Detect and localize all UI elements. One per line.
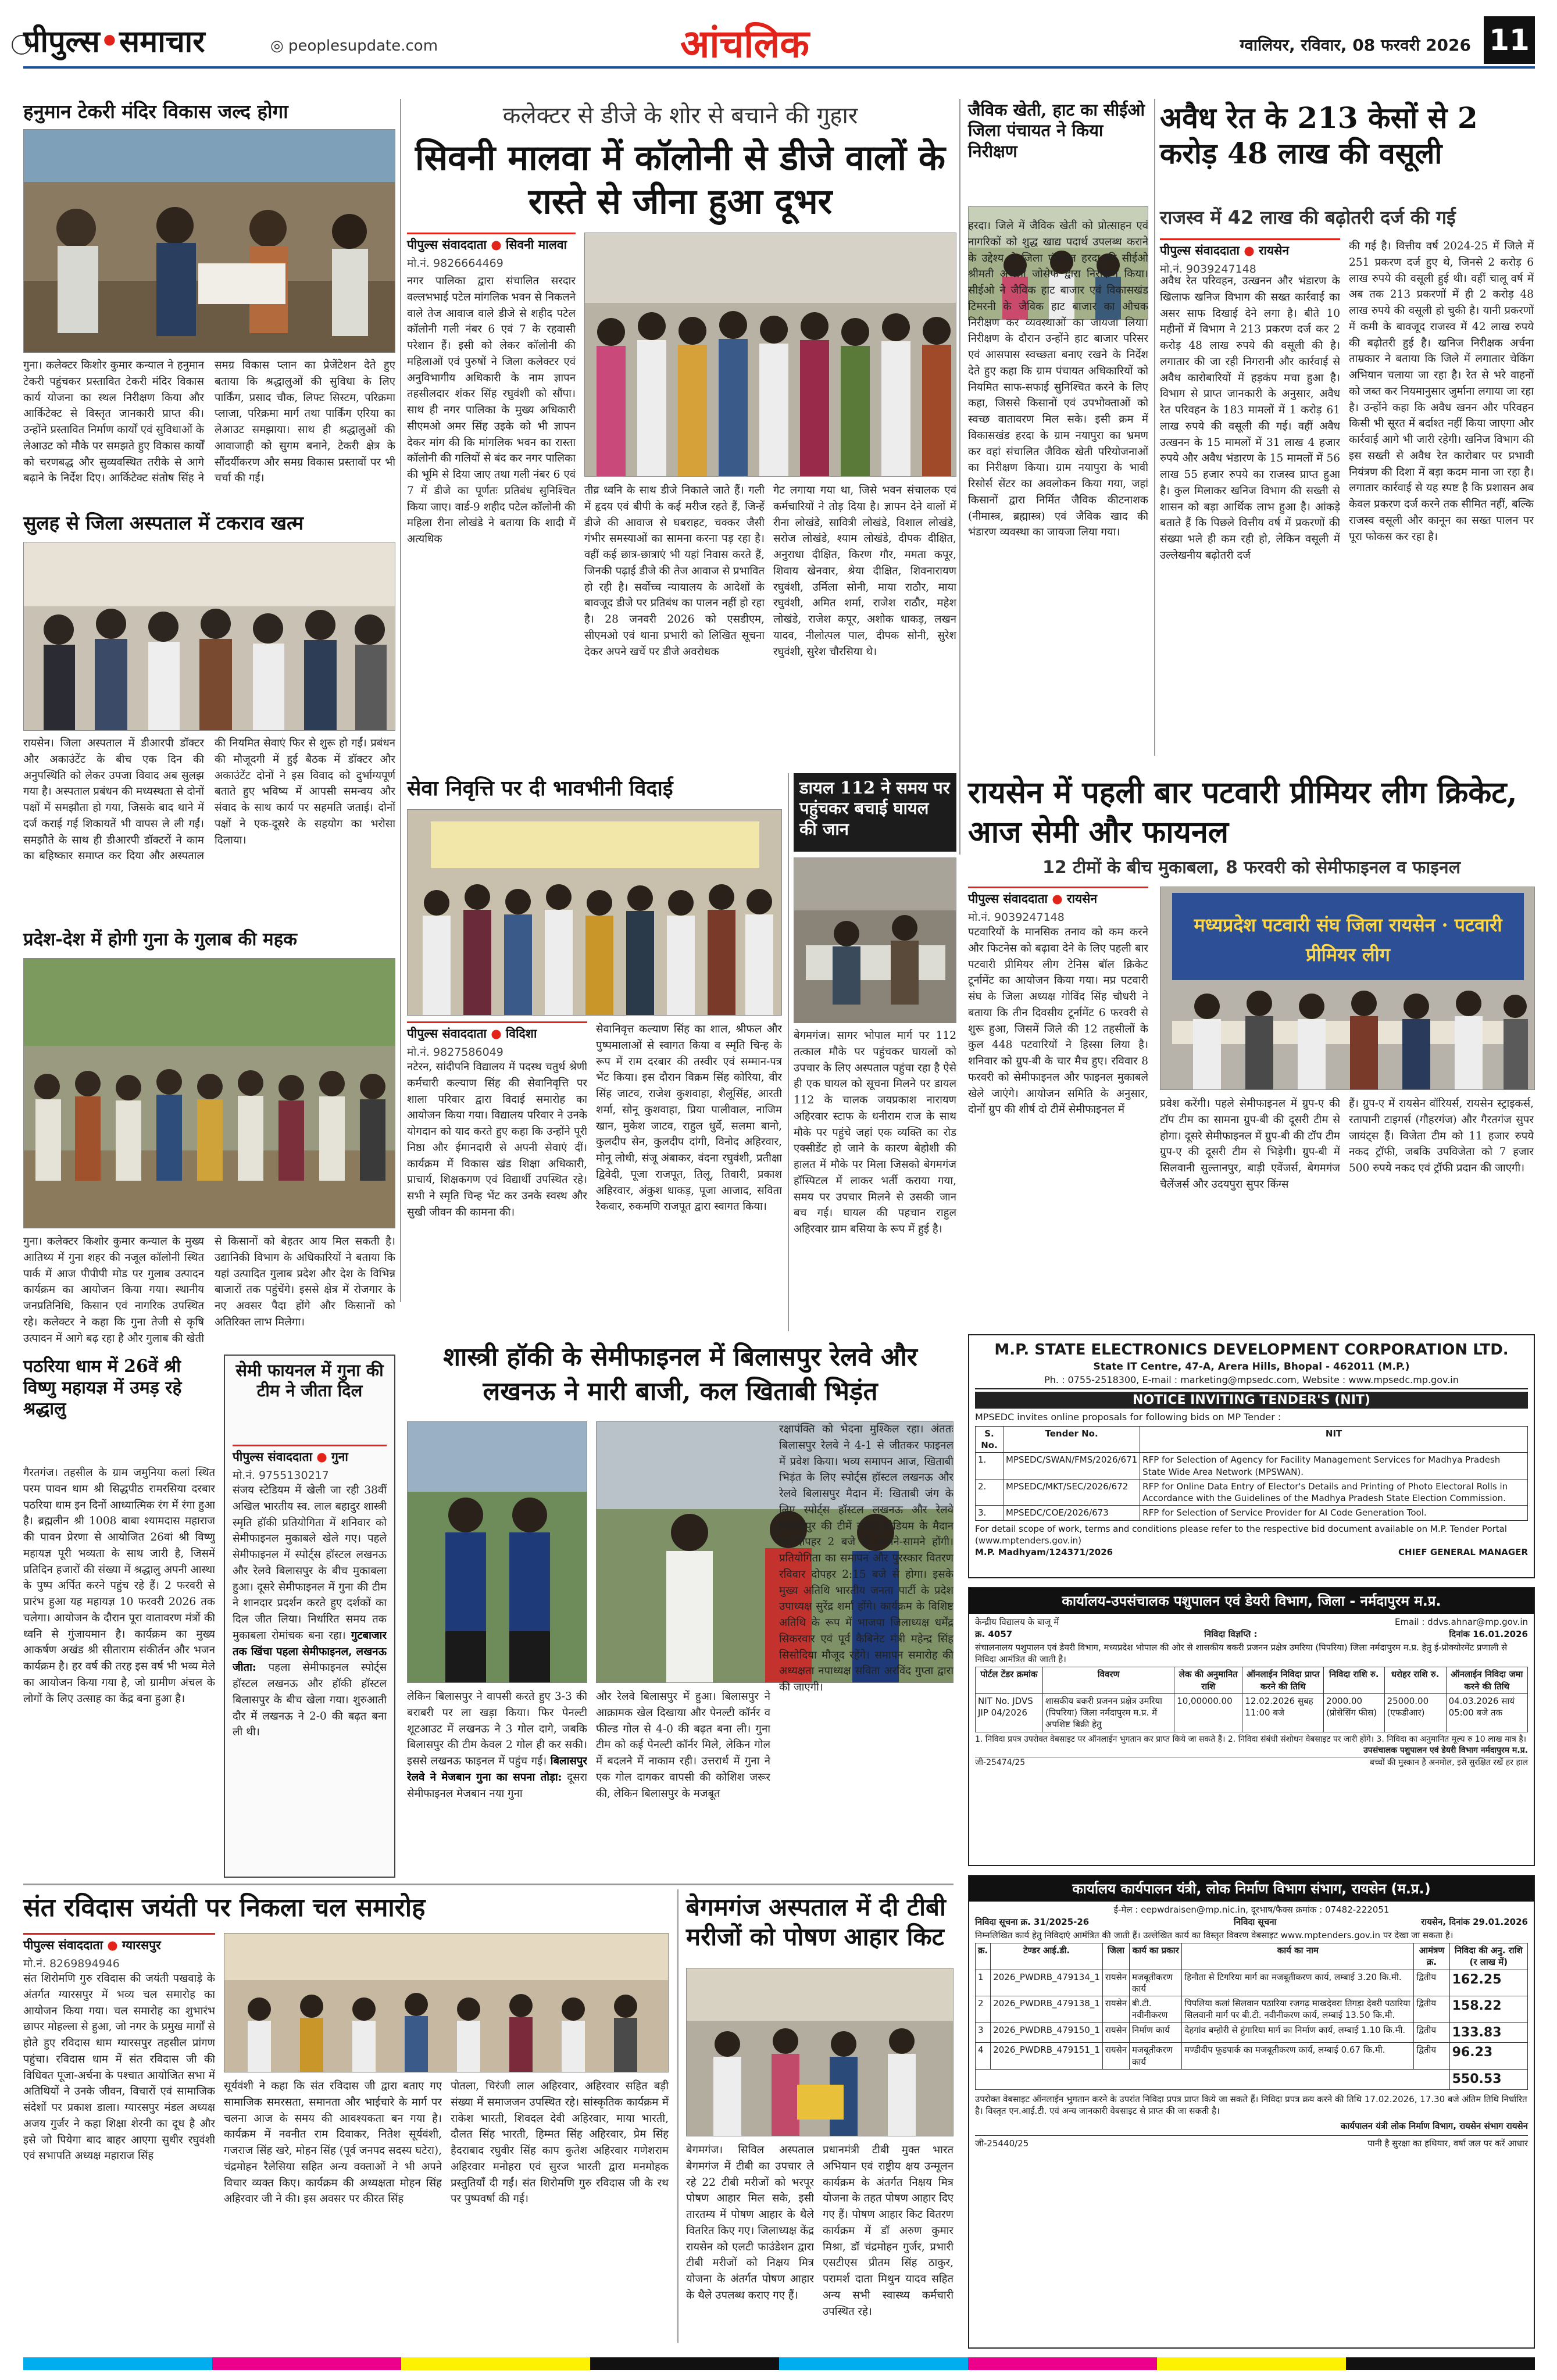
article-body: संजय स्टेडियम में खेली जा रही 38वीं अखिल भारतीय स्व. लाल बहादुर शास्त्री स्मृति हॉकी प्रतियोगिता में शनिवार को सेमीफाइनल मुकाबले खेले गए। पहले सेमीफाइनल में स्पोर्ट्स हॉस्टल लखनऊ और रेलवे बिलासपुर के बीच मुकाबला हुआ। दूसरे सेमीफाइनल में गुना की टीम ने शानदार प्रदर्शन करते हुए दर्शकों का दिल जीत लिया। निर्धारित समय तक मुकाबला रोमांचक बना रहा। गुटबाजार तक खिंचा पहला सेमीफाइनल, लखनऊ जीता: पहला सेमीफाइनल स्पोर्ट्स हॉस्टल लखनऊ और हॉकी हॉस्टल बिलासपुर के बीच खेला गया। शुरुआती दौर में लखनऊ ने 2-0 की बढ़त बना ली थी। xyxy=(233,1484,387,1739)
article-body: हैं। ग्रुप-ए में रायसेन वॉरियर्स, रायसेन स्ट्राइकर्स, रतापानी टाइगर्स (गौहरगंज) और गैरतगंज सुपर जायंट्स हैं। विजेता टीम को 11 हजार रुपये नकद ट्रॉफी, जबकि उपविजेता को 7 हजार 500 रुपये नकद एवं ट्रॉफी प्रदान की जाएगी। xyxy=(1349,1098,1534,1174)
headline: प्रदेश-देश में होगी गुना के गुलाब की महक xyxy=(23,929,297,950)
article-body: लेकिन बिलासपुर ने वापसी करते हुए 3-3 की बराबरी पर ला खड़ा किया। फिर पेनल्टी शूटआउट में लखनऊ ने 3 गोल दागे, जबकि बिलासपुर की टीम केवल 2 गोल ही कर सकी। इससे लखनऊ फाइनल में पहुंच गई। बिलासपुर रेलवे ने मेजबान गुना का सपना तोड़ा: दूसरा सेमीफाइनल मेजबान नया गुना xyxy=(407,1691,587,1800)
byline: पीपुल्स संवाददाता ● सिवनी मालवा मो.नं. 9826664469 xyxy=(407,233,576,270)
tender-advertisement: M.P. STATE ELECTRONICS DEVELOPMENT CORPORATION LTD. State IT Centre, 47-A, Arera Hills, Bhopal - 462011 (M.P.) Ph. : 0755-2518300, E-mail : marketing@mpsedc.com, Website : www.mpsedc.mp.gov.in NOTICE INVITING TENDER'S (NIT) MPSEDC invites online proposals for following bids on MP Tender : S. No. Tender No. NIT 1. MPSEDC/SWAN/FMS/2026/671 RFP for Selection of Agency for Facility Management Services for Madhya Pradesh State Wide Area Network (MPSWAN). 2. MPSEDC/MKT/SEC/2026/672 RFP for Online Data Entry of Elector's Details and Printing of Photo Electoral Rolls in Accordance with the Guidelines of the Madhya Pradesh State Election Commission. 3. MPSEDC/COE/2026/673 RFP for Selection of Service Provider for AI Code Generation Tool. For detail scope of work, terms and conditions please refer to the respective bid document available on M.P. Tender Portal (www.mptenders.gov.in) M.P. Madhyam/124371/2026 CHIEF GENERAL MANAGER xyxy=(968,1334,1535,1578)
tender-advertisement: कार्यालय कार्यपालन यंत्री, लोक निर्माण विभाग संभाग, रायसेन (म.प्र.) ई-मेल : eepwdraisen@mp.nic.in, दूरभाष/फैक्स क्रमांक : 07482-222051 निविदा सूचना क्र. 31/2025-26 निविदा सूचना रायसेन, दिनांक 29.01.2026 निम्नलिखित कार्य हेतु निविदाएं आमंत्रित की जाती हैं। उल्लेखित कार्य का विस्तृत विवरण वेबसाइट www.mptenders.gov.in पर देखा जा सकता है। क्र. टेण्डर आई.डी. जिला कार्य का प्रकार कार्य का नाम आमंत्रण क्र. निविदा की अनु. राशि (र लाख में) 1 2026_PWDRB_479134_1 रायसेन मजबूतीकरण कार्य हिनौता से टिगरिया मार्ग का मजबूतीकरण कार्य, लम्बाई 3.20 कि.मी. द्वितीय 162.25 2 2026_PWDRB_479138_1 रायसेन बी.टी. नवीनीकरण पिपलिया कलां सिलवान पठारिया रजगढ़ माखदेवरा तिगड़ा देवरी पठारिया सिलवानी मार्ग पर बी.टी. नवीनीकरण कार्य, लम्बाई 13.50 कि.मी. द्वितीय 158.22 3 2026_PWDRB_479150_1 रायसेन निर्माण कार्य देहगांव बम्होरी से हुंगारिया मार्ग का निर्माण कार्य, लम्बाई 1.10 कि.मी. द्वितीय 133.83 4 2026_PWDRB_479151_1 रायसेन मजबूतीकरण कार्य मण्डीदीप फूडपार्क का मजबूतीकरण कार्य, लम्बाई 0.67 कि.मी. द्वितीय 96.23 550.53 उपरोक्त वेबसाइट ऑनलाईन भुगतान करने के उपरांत निविदा प्रपत्र प्राप्त किये जा सकते हैं। निविदा प्रपत्र क्रय करने की तिथि 17.02.2026, 17.30 बजे अंतिम तिथि निर्धारित है। विस्तृत एन.आई.टी. एवं अन्य जानकारी वेबसाइट से प्राप्त की जा सकती है। कार्यपालन यंत्री लोक निर्माण विभाग, रायसेन संभाग रायसेन जी-25440/25 पानी है सुरक्षा का हथियार, वर्षा जल पर करें आधार xyxy=(968,1875,1535,2349)
article-body: बेगमगंज। सागर भोपाल मार्ग पर 112 तत्काल मौके पर पहुंचकर घायलों को उपचार के लिए अस्पताल पहुंचा रहा है ऐसे ही एक घायल को सूचना मिलने पर डायल 112 के चालक जयप्रकाश नारायण अहिरवार स्टाफ के धनीराम राज के साथ मौके पर पहुंचे जहां एक व्यक्ति का रोड एक्सीडेंट हो जाने के कारण बेहोशी की हालत में मौके पर मिला जिसको बेगमगंज हॉस्पिटल में लाकर भर्ती कराया गया, समय पर उपचार मिलने से उसकी जान बच गई। घायल की पहचान राहुल अहिरवार ग्राम बसिया के रूप में हुई है। xyxy=(794,1030,956,1235)
news-photo xyxy=(23,129,395,353)
edition-date: ग्वालियर, रविवार, 08 फरवरी 2026 xyxy=(1240,35,1471,55)
headline: सेमी फायनल में गुना की टीम ने जीता दिल xyxy=(235,1360,384,1401)
website-url[interactable]: ◎ peoplesupdate.com xyxy=(270,37,438,55)
article-body: गुना। कलेक्टर किशोर कुमार कन्याल के मुख्य आतिथ्य में गुना शहर की नजूल कॉलोनी स्थित पार्क में आज पीपीपी मोड पर गुलाब उत्पादन कार्यक्रम का आयोजन किया गया। स्थानीय जनप्रतिनिधि, किसान एवं नागरिक उपस्थित रहे। कलेक्टर ने कहा कि गुना तेजी से कृषि उत्पादन में आगे बढ़ रहा है और गुलाब की खेती से किसानों को बेहतर आय मिल सकती है। उद्यानिकी विभाग के अधिकारियों ने बताया कि यहां उत्पादित गुलाब प्रदेश और देश के विभिन्न बाजारों तक पहुंचेंगे। इससे क्षेत्र में रोजगार के नए अवसर पैदा होंगे और किसानों को अतिरिक्त लाभ मिलेगा। xyxy=(23,1235,395,1345)
tender-table: पोर्टल टेंडर क्रमांक विवरण लेक की अनुमानित राशि ऑनलाईन निविदा प्राप्त करने की तिथि निविदा राशि रु. धरोहर राशि रु. ऑनलाईन निविदा जमा करने की तिथि NIT No. JDVS JIP 04/2026 शासकीय बकरी प्रजनन प्रक्षेत्र उमरिया (पिपरिया) जिला नर्मदापुरम म.प्र. में अपशिष्ट बिक्री हेतु 10,00000.00 12.02.2026 सुबह 11:00 बजे 2000.00 (प्रोसेसिंग फीस) 25000.00 (एफडीआर) 04.03.2026 सायं 05:00 बजे तक xyxy=(975,1667,1528,1732)
byline: पीपुल्स संवाददाता ● ग्यारसपुर मो.नं. 8269894946 xyxy=(23,1933,215,1971)
news-photo xyxy=(407,1421,587,1683)
news-photo xyxy=(23,958,395,1228)
byline: पीपुल्स संवाददाता ● रायसेन मो.नं. 9039247148 xyxy=(968,887,1148,924)
article-body: पटवारियों के मानसिक तनाव को कम करने और फिटनेस को बढ़ावा देने के लिए पहली बार पटवारी प्रीमियर लीग टेनिस बॉल क्रिकेट टूर्नामेंट का आयोजन किया गया। मप्र पटवारी संघ के जिला अध्यक्ष गोविंद सिंह चौधरी ने बताया कि तीन दिवसीय टूर्नामेंट 6 फरवरी से शुरू हुआ, जिसमें जिले की 12 तहसीलों के कुल 448 पटवारियों ने हिस्सा लिया है। शनिवार को ग्रुप-बी के चार मैच हुए। रविवार 8 फरवरी को सेमीफाइनल और फाइनल मुकाबले खेले जाएंगे। आयोजन समिति के अनुसार, दोनों ग्रुप की शीर्ष दो टीमें सेमीफाइनल में xyxy=(968,926,1148,1116)
headline: डायल 112 ने समय पर पहुंचकर बचाई घायल की जान xyxy=(799,778,950,839)
newspaper-logo: पीपुल्स•समाचार xyxy=(23,24,205,59)
page-number: 11 xyxy=(1484,16,1535,64)
news-photo xyxy=(794,857,956,1023)
headline: अवैध रेत के 213 केसों से 2 करोड़ 48 लाख की वसूली xyxy=(1160,101,1478,170)
headline: जैविक खेती, हाट का सीईओ जिला पंचायत ने किया निरीक्षण xyxy=(968,100,1145,161)
article-body: बेगमगंज। सिविल अस्पताल बेगमगंज में टीबी का उपचार ले रहे 22 टीबी मरीजों को भरपूर पोषण आहार मिल सके, इसी तारतम्य में पोषण आहार के थैले वितरित किए गए। जिलाध्यक्ष केंद्र रायसेन को एलटी फाउंडेशन द्वारा टीबी मरीजों को निक्षय मित्र योजना के अंतर्गत पोषण आहार के थैले उपलब्ध कराए गए हैं। xyxy=(686,2144,814,2302)
news-photo xyxy=(23,542,395,731)
article-body: गुना। कलेक्टर किशोर कुमार कन्याल ने हनुमान टेकरी पहुंचकर प्रस्तावित टेकरी मंदिर विकास कार्य योजना का स्थल निरीक्षण किया और आर्किटेक्ट से विस्तृत जानकारी प्राप्त की। उन्होंने प्रस्तावित निर्माण कार्यों एवं सुविधाओं के लेआउट को मौके पर समझते हुए विकास कार्यों को चरणबद्ध और सुव्यवस्थित तरीके से आगे बढ़ाने के निर्देश दिए। आर्किटेक्ट संतोष सिंह ने समग्र विकास प्लान का प्रेजेंटेशन देते हुए बताया कि श्रद्धालुओं की सुविधा के लिए पार्किंग, प्रसाद चौक, लिफ्ट सिस्टम, परिक्रमा प्लाजा, परिक्रमा मार्ग तथा पार्किंग एरिया का लेआउट समझाया। साथ ही श्रद्धालुओं की आवाजाही को सुगम बनाने, टेकरी क्षेत्र के सौंदर्यीकरण और समग्र विकास प्रस्तावों पर भी चर्चा की गई। xyxy=(23,359,395,485)
subheadline: राजस्व में 42 लाख की बढ़ोतरी दर्ज की गई xyxy=(1160,206,1456,228)
headline: संत रविदास जयंती पर निकला चल समारोह xyxy=(23,1893,426,1922)
byline: पीपुल्स संवाददाता ● रायसेन मो.नं. 9039247148 xyxy=(1160,238,1340,276)
article-body: नटेरन, सांदीपनि विद्यालय में पदस्थ चतुर्थ श्रेणी कर्मचारी कल्याण सिंह की सेवानिवृत्ति पर शाला परिवार द्वारा विदाई समारोह का आयोजन किया गया। विद्यालय परिवार ने उनके योगदान को याद करते हुए कहा कि उन्होंने पूरी निष्ठा और ईमानदारी से अपनी सेवाएं दीं। कार्यक्रम में विकास खंड शिक्षा अधिकारी, प्राचार्य, शिक्षकगण एवं विद्यार्थी उपस्थित रहे। सभी ने स्मृति चिन्ह भेंट कर उनके स्वस्थ और सुखी जीवन की कामना की। xyxy=(407,1061,587,1218)
byline: पीपुल्स संवाददाता ● गुना मो.नं. 9755130217 xyxy=(233,1445,387,1482)
news-photo xyxy=(584,233,956,477)
news-photo xyxy=(407,809,782,1016)
article-body: हरदा। जिले में जैविक खेती को प्रोत्साहन एवं नागरिकों को शुद्ध खाद्य पदार्थ उपलब्ध कराने के उद्देश्य से जिला पंचायत हरदा की सीईओ श्रीमती अंजली जोसेफ द्वारा निरीक्षण किया। सीईओ ने जैविक हाट बाजार एवं विकासखंड टिमरनी के जैविक हाट बाजार का औचक निरीक्षण कर व्यवस्थाओं का जायजा लिया। निरीक्षण के दौरान उन्होंने हाट बाजार परिसर एवं आसपास स्वच्छता बनाए रखने के निर्देश देते हुए कहा कि ग्राम पंचायत अधिकारियों को नियमित साफ-सफाई सुनिश्चित करने के लिए कहा, जिससे किसानों एवं उपभोक्ताओं को स्वच्छ वातावरण मिल सके। इसी क्रम में विकासखंड हरदा के ग्राम नयापुरा का भ्रमण कर वहां संचालित जैविक खेती परियोजनाओं का निरीक्षण किया। ग्राम नयापुरा के भावी रिसोर्स सेंटर का अवलोकन किया गया, जहां किसानों द्वारा निर्मित जैविक कीटनाशक (नीमास्त्र, ब्रह्मास्त्र) एवं जैविक खाद की भंडारण व्यवस्था का जायजा लिया गया। xyxy=(968,220,1148,539)
article-body: रायसेन। जिला अस्पताल में डीआरपी डॉक्टर और अकाउंटेंट के बीच एक दिन की अनुपस्थिति को लेकर उपजा विवाद अब सुलझ गया है। अस्पताल प्रबंधन की मध्यस्थता से दोनों पक्षों में समझौता हो गया, जिसके बाद थाने में दर्ज कराई गई शिकायतें भी वापस ले ली गईं। समझौते के साथ ही डीआरपी डॉक्टरों ने काम का बहिष्कार समाप्त कर दिया और अस्पताल की नियमित सेवाएं फिर से शुरू हो गईं। प्रबंधन की मौजूदगी में हुई बैठक में डॉक्टर और अकाउंटेंट दोनों ने इस विवाद को दुर्भाग्यपूर्ण बताते हुए भविष्य में आपसी समन्वय और संवाद के साथ कार्य पर सहमति जताई। दोनों पक्षों ने एक-दूसरे के सहयोग का भरोसा दिलाया। xyxy=(23,737,395,863)
headline: पठरिया धाम में 26वें श्री विष्णु महायज्ञ में उमड़ रहे श्रद्धालु xyxy=(23,1356,182,1420)
article-body: गेट लगाया गया था, जिसे भवन संचालक एवं कर्मचारियों ने तोड़ दिया है। ज्ञापन देने वालों में रीना लोखंडे, सावित्री लोखंडे, विशाल लोखंडे, सरोज लोखंडे, श्याम लोखंडे, दीपक दीक्षित, अनुराधा दीक्षित, किरण गौर, ममता कपूर, शिवाय खेनवार, श्रेया दीक्षित, शिवनारायण रघुवंशी, उर्मिला सोनी, माया राठौर, माया रघुवंशी, अमित शर्मा, राजेश राठौर, महेश लोखंडे, राजेश कपूर, अशोक धाकड़, लखन यादव, नीलोत्पल पाल, दीपक सोनी, सुरेश रघुवंशी, सुरेश चौरसिया थे। xyxy=(773,484,956,658)
headline: बेगमगंज अस्पताल में दी टीबी मरीजों को पोषण आहार किट xyxy=(686,1893,946,1952)
headline: हनुमान टेकरी मंदिर विकास जल्द होगा xyxy=(23,100,288,123)
tender-table: क्र. टेण्डर आई.डी. जिला कार्य का प्रकार कार्य का नाम आमंत्रण क्र. निविदा की अनु. राशि (र लाख में) 1 2026_PWDRB_479134_1 रायसेन मजबूतीकरण कार्य हिनौता से टिगरिया मार्ग का मजबूतीकरण कार्य, लम्बाई 3.20 कि.मी. द्वितीय 162.25 2 2026_PWDRB_479138_1 रायसेन बी.टी. नवीनीकरण पिपलिया कलां सिलवान पठारिया रजगढ़ माखदेवरा तिगड़ा देवरी पठारिया सिलवानी मार्ग पर बी.टी. नवीनीकरण कार्य, लम्बाई 13.50 कि.मी. द्वितीय 158.22 3 2026_PWDRB_479150_1 रायसेन निर्माण कार्य देहगांव बम्होरी से हुंगारिया मार्ग का निर्माण कार्य, लम्बाई 1.10 कि.मी. द्वितीय 133.83 4 2026_PWDRB_479151_1 रायसेन मजबूतीकरण कार्य मण्डीदीप फूडपार्क का मजबूतीकरण कार्य, लम्बाई 0.67 कि.मी. द्वितीय 96.23 550.53 xyxy=(975,1943,1528,2089)
article-body: की गई है। वित्तीय वर्ष 2024-25 में जिले में 251 प्रकरण दर्ज हुए थे, जिनसे 2 करोड़ 6 लाख रुपये की वसूली हुई थी। वहीं चालू वर्ष में अब तक 213 प्रकरणों में ही 2 करोड़ 48 लाख रुपये की वसूली हो चुकी है। यानी प्रकरणों में कमी के बावजूद राजस्व में 42 लाख रुपये की बढ़ोतरी हुई है। खनिज निरीक्षक अर्चना ताम्रकार ने बताया कि जिले में लगातार चेकिंग अभियान चलाया जा रहा है। रेत से भरे वाहनों को जब्त कर नियमानुसार जुर्माना लगाया जा रहा है। उन्होंने कहा कि अवैध खनन और परिवहन किसी भी सूरत में बर्दाश्त नहीं किया जाएगा और कार्रवाई आगे भी जारी रहेगी। खनिज विभाग की इस सख्ती से अवैध रेत कारोबार पर प्रभावी नियंत्रण की दिशा में बड़ा कदम माना जा रहा है। लगातार कार्रवाई से यह स्पष्ट है कि प्रशासन अब केवल प्रकरण दर्ज करने तक सीमित नहीं, बल्कि राजस्व वसूली और कानून का सख्त पालन पर पूरा फोकस कर रहा है। xyxy=(1349,240,1534,543)
article-body: संत शिरोमणि गुरु रविदास की जयंती पखवाड़े के अंतर्गत ग्यारसपुर में भव्य चल समारोह का आयोजन किया गया। चल समारोह का शुभारंभ छापर मोहल्ला से हुआ, जो नगर के प्रमुख मार्गों से होते हुए रविदास धाम ग्यारसपुर तहसील प्रांगण पहुंचा। रविदास धाम में संत रविदास जी की विधिवत पूजा-अर्चना के पश्चात आयोजित सभा में अतिथियों ने उनके जीवन, विचारों एवं सामाजिक संदेशों पर प्रकाश डाला। ग्यारसपुर मंडल अध्यक्ष अजय गुर्जर ने कहा शिक्षा शेरनी का दूध है और इसे जो पियेगा बाद बाहर आएगा सुधीर रघुवंशी एवं सभापति अध्यक्ष महाराज सिंह xyxy=(23,1972,215,2163)
masthead xyxy=(23,16,1535,69)
article-body: प्रवेश करेंगी। पहले सेमीफाइनल में ग्रुप-ए की टॉप टीम का सामना ग्रुप-बी की दूसरी टीम से होगा। दूसरे सेमीफाइनल में ग्रुप-बी की टॉप टीम ग्रुप-ए की दूसरी टीम से भिड़ेगी। ग्रुप-बी में सिलवानी सुल्तानपुर, बाड़ी एवेंजर्स, बेगमगंज चैलेंजर्स और उदयपुरा सुपर किंग्स xyxy=(1160,1098,1340,1191)
tender-advertisement: कार्यालय-उपसंचालक पशुपालन एवं डेयरी विभाग, जिला - नर्मदापुरम म.प्र. केन्द्रीय विद्यालय के बाजू में Email : ddvs.ahnar@mp.gov.in क्र. 4057 निविदा विज्ञप्ति : दिनांक 16.01.2026 संचालनालय पशुपालन एवं डेयरी विभाग, मध्यप्रदेश भोपाल की ओर से शासकीय बकरी प्रजनन प्रक्षेत्र उमरिया (पिपरिया) जिला नर्मदापुरम म.प्र. हेतु ई-प्रोक्योरमेंट प्रणाली से निविदा आमंत्रित की जाती है। पोर्टल टेंडर क्रमांक विवरण लेक की अनुमानित राशि ऑनलाईन निविदा प्राप्त करने की तिथि निविदा राशि रु. धरोहर राशि रु. ऑनलाईन निविदा जमा करने की तिथि NIT No. JDVS JIP 04/2026 शासकीय बकरी प्रजनन प्रक्षेत्र उमरिया (पिपरिया) जिला नर्मदापुरम म.प्र. में अपशिष्ट बिक्री हेतु 10,00000.00 12.02.2026 सुबह 11:00 बजे 2000.00 (प्रोसेसिंग फीस) 25000.00 (एफडीआर) 04.03.2026 सायं 05:00 बजे तक 1. निविदा प्रपत्र उपरोक्त वेबसाइट पर ऑनलाईन भुगतान कर प्राप्त किये जा सकते हैं। 2. निविदा संबंधी संशोधन वेबसाइट पर जारी होंगे। 3. निविदा का अनुमानित मूल्य रु 10 लाख मात्र है। उपसंचालक पशुपालन एवं डेयरी विभाग नर्मदापुरम म.प्र. जी-25474/25 बच्चों की मुस्कान है अनमोल, इसे सुरक्षित रखें हर हाल xyxy=(968,1587,1535,1866)
article-body: सूर्यवंशी ने कहा कि संत रविदास जी द्वारा बताए गए सामाजिक समरसता, समानता और भाईचारे के मार्ग पर चलना आज के समय की आवश्यकता बन गया है। कार्यक्रम में नवनीत राम दिवाकर, नितेश सूर्यवंशी, गजराज सिंह खरे, मोहन सिंह (पूर्व जनपद सदस्य घटेरा), चंद्रमोहन रैलेसिया सहित अन्य वक्ताओं ने भी अपने विचार व्यक्त किए। कार्यक्रम की अध्यक्षता मोहन सिंह अहिरवार जी ने की। इस अवसर पर कीरत सिंह xyxy=(224,2080,442,2206)
kicker: कलेक्टर से डीजे के शोर से बचाने की गुहार xyxy=(502,102,858,129)
headline: सिवनी मालवा में कॉलोनी से डीजे वालों के रास्ते से जीना हुआ दूभर xyxy=(415,138,945,222)
article-body: और रेलवे बिलासपुर में हुआ। बिलासपुर ने आक्रामक खेल दिखाया और पेनल्टी कॉर्नर व फील्ड गोल से 4-0 की बढ़त बना ली। गुना टीम को कई पेनल्टी कॉर्नर मिले, लेकिन गोल में बदलने में नाकाम रही। उत्तरार्ध में गुना ने एक गोल दागकर वापसी की कोशिश जरूर की, लेकिन बिलासपुर के मजबूत xyxy=(596,1691,770,1800)
news-photo xyxy=(686,1968,954,2136)
article-body: तीव्र ध्वनि के साथ डीजे निकाले जाते हैं। गली में हृदय एवं बीपी के कई मरीज रहते हैं, जिन्हें डीजे की आवाज से घबराहट, चक्कर जैसी गंभीर समस्याओं का सामना करना पड़ रहा है। वहीं कई छात्र-छात्राएं भी यहां निवास करते हैं, जिनकी पढ़ाई डीजे की तेज आवाज से प्रभावित हो रही है। सर्वोच्च न्यायालय के आदेशों के बावजूद डीजे पर प्रतिबंध का पालन नहीं हो रहा है। 28 जनवरी 2026 को एसडीएम, सीएमओ एवं थाना प्रभारी को लिखित सूचना देकर अपने खर्चे पर डीजे अवरोधक xyxy=(584,484,765,658)
article-body: रक्षापंक्ति को भेदना मुश्किल रहा। अंततः बिलासपुर रेलवे ने 4-1 से जीतकर फाइनल में प्रवेश किया। भव्य समापन आज, खिताबी भिड़ंत के लिए स्पोर्ट्स हॉस्टल लखनऊ और रेलवे बिलासपुर मैदान में: खिताबी जंग के लिए स्पोर्ट्स हॉस्टल लखनऊ और रेलवे बिलासपुर की टीमें संजय स्टेडियम के मैदान पर दोपहर 2 बजे से आमने-सामने होंगी। प्रतियोगिता का समापन और पुरस्कार वितरण रविवार दोपहर 2:15 बजे से होगा। इसके मुख्य अतिथि भारतीय जनता पार्टी के प्रदेश उपाध्यक्ष सुरेंद्र शर्मा होंगे। कार्यक्रम के विशिष्ट अतिथि के रूप में भाजपा जिलाध्यक्ष धर्मेंद्र सिकरवार एवं पूर्व कैबिनेट मंत्री महेन्द्र सिंह सिसोदिया मौजूद रहेंगे। समापन समारोह की अध्यक्षता नपाध्यक्ष सविता अरविंद गुप्ता द्वारा की जाएगी। xyxy=(779,1423,954,1693)
news-photo xyxy=(224,1933,669,2072)
article-body: गैरतगंज। तहसील के ग्राम जमुनिया कलां स्थित परम पावन धाम श्री सिद्धपीठ रामरसिया दरबार पठरिया धाम इन दिनों आध्यात्मिक रंग में रंगा हुआ है। ब्रह्मलीन श्री 1008 बाबा श्यामदास महाराज की पावन प्रेरणा से आयोजित 26वां श्री विष्णु महायज्ञ पूरी भव्यता के साथ जारी है, जिसमें प्रतिदिन हजारों की संख्या में श्रद्धालु अपनी आस्था के पुष्प अर्पित करने पहुंच रहे हैं। 2 फरवरी से प्रारंभ हुआ यह महायज्ञ 10 फरवरी 2026 तक चलेगा। आयोजन के दौरान पूरा वातावरण मंत्रों की ध्वनि से गुंजायमान है। कार्यक्रम का मुख्य आकर्षण अखंड श्री सीताराम संकीर्तन और भजन कार्यक्रम है। हर वर्ष की तरह इस वर्ष भी भव्य मेले का आयोजन किया गया है, जो ग्रामीण अंचल के लोगों के लिए उत्साह का केंद्र बना हुआ है। xyxy=(23,1467,215,1705)
article-body: सेवानिवृत्त कल्याण सिंह का शाल, श्रीफल और पुष्पमालाओं से स्वागत किया व स्मृति चिन्ह के रूप में राम दरबार की तस्वीर एवं सम्मान-पत्र भेंट किया। इस दौरान विक्रम सिंह कोरिया, वीर सिंह जाटव, राजेश कुशवाहा, शैलूसिंह, आरती शर्मा, सोनू कुशवाहा, प्रिया पालीवाल, नाजिम खान, मुकेश जाटव, राहुल धुर्वे, सलमा बानो, कुलदीप सेन, कुलदीप दांगी, विनोद अहिरवार, मोनू लोधी, संजू अंबाकर, वंदना रघुवंशी, प्रतीक्षा द्विवेदी, पूजा राजपूत, तिलू, तिवारी, प्रकाश अहिरवार, अंकुश धाकड़, पूजा आजाद, सविता रैकवार, रुकमणि राजपूत द्वारा स्वागत किया। xyxy=(596,1023,782,1213)
article-body: अवैध रेत परिवहन, उत्खनन और भंडारण के खिलाफ खनिज विभाग की सख्त कार्रवाई का असर साफ दिखाई देने लगा है। बीते 10 महीनों में विभाग ने 213 प्रकरण दर्ज कर 2 करोड़ 48 लाख रुपये की वसूली की है। लगातार की जा रही निगरानी और कार्रवाई से अवैध कारोबारियों में हड़कंप मचा हुआ है। विभाग से प्राप्त जानकारी के अनुसार, अवैध रेत परिवहन के 183 मामलों में 1 करोड़ 61 लाख रुपये की वसूली की गई। वहीं अवैध उत्खनन के 15 मामलों में 31 लाख 4 हजार रुपये और अवैध भंडारण के 15 मामलों में 56 लाख 55 हजार रुपये का राजस्व प्राप्त हुआ है। कुल मिलाकर खनिज विभाग की सख्ती से शासन को बड़ा आर्थिक लाभ हुआ है। आंकड़े बताते हैं कि पिछले वित्तीय वर्ष में प्रकरणों की संख्या भले ही कम रही हो, लेकिन वसूली में उल्लेखनीय बढ़ोतरी दर्ज xyxy=(1160,275,1340,562)
article-body: पोतला, चिरंजी लाल अहिरवार, अहिरवार सहित बड़ी संख्या में समाजजन उपस्थित रहे। सांस्कृतिक कार्यक्रम में राकेश भारती, शिवदल देवी अहिरवार, माया भारती, दौलत सिंह भारती, हिम्मत सिंह अहिरवार, प्रेम सिंह हैदराबाद रघुवीर सिंह काप कुतेश अहिरवार गणेशराम अहिरवार मनोहरा एवं सुरज भारती द्वारा मनमोहक प्रस्तुतियाँ दी गईं। संत शिरोमणि गुरु रविदास जी के रथ पर पुष्पवर्षा की गई। xyxy=(451,2080,669,2206)
subheadline: 12 टीमों के बीच मुकाबला, 8 फरवरी को सेमीफाइनल व फाइनल xyxy=(1042,857,1460,878)
section-title: आंचलिक xyxy=(680,21,809,66)
article-body: नगर पालिका द्वारा संचालित सरदार वल्लभभाई पटेल मांगलिक भवन से निकलने वाले तेज आवाज वाले डीजे से शहीद पटेल कॉलोनी गली नंबर 6 एवं 7 के रहवासी परेशान हैं। इसी को लेकर कॉलोनी की महिलाओं एवं पुरुषों ने जिला कलेक्टर एवं अनुविभागीय अधिकारी के नाम ज्ञापन तहसीलदार शंकर सिंह रघुवंशी को सौंपा। साथ ही नगर पालिका के मुख्य अधिकारी सीएमओ अमर सिंह उइके को भी ज्ञापन देकर मांग की कि मांगलिक भवन का रास्ता कॉलोनी की गलियों से बंद कर नगर पालिका की भूमि से दिया जाए तथा गली नंबर 6 एवं 7 में डीजे का पूर्णतः प्रतिबंध सुनिश्चित किया जाए। वार्ड-9 शहीद पटेल कॉलोनी की महिला रीना लोखंडे ने बताया कि शादी में अत्यधिक xyxy=(407,275,576,545)
headline: रायसेन में पहली बार पटवारी प्रीमियर लीग क्रिकेट, आज सेमी और फायनल xyxy=(968,775,1517,850)
photo-banner-text: मध्यप्रदेश पटवारी संघ जिला रायसेन · पटवारी प्रीमियर लीग xyxy=(1194,914,1502,966)
byline: पीपुल्स संवाददाता ● विदिशा मो.नं. 9827586049 xyxy=(407,1021,587,1059)
news-photo xyxy=(1160,887,1535,1090)
headline: शास्त्री हॉकी के सेमीफाइनल में बिलासपुर रेलवे और लखनऊ ने मारी बाजी, कल खिताबी भिड़ंत xyxy=(443,1342,917,1407)
headline: सुलह से जिला अस्पताल में टकराव खत्म xyxy=(23,512,304,534)
print-color-bar xyxy=(23,2357,1535,2370)
headline: सेवा निवृत्ति पर दी भावभीनी विदाई xyxy=(407,776,673,801)
article-body: प्रधानमंत्री टीबी मुक्त भारत अभियान एवं राष्ट्रीय क्षय उन्मूलन कार्यक्रम के अंतर्गत निक्षय मित्र योजना के तहत पोषण आहार दिए गए हैं। पोषण आहार किट वितरण कार्यक्रम में डॉ अरुण कुमार मिश्रा, डॉ चंद्रमोहन गुर्जर, प्रभारी एसटीएस प्रीतम सिंह ठाकुर, परामर्श दाता मिथुन यादव सहित अन्य सभी स्वास्थ्य कर्मचारी उपस्थित रहे। xyxy=(823,2144,954,2318)
tender-table: S. No. Tender No. NIT 1. MPSEDC/SWAN/FMS/2026/671 RFP for Selection of Agency for Facility Management Services for Madhya Pradesh State Wide Area Network (MPSWAN). 2. MPSEDC/MKT/SEC/2026/672 RFP for Online Data Entry of Elector's Details and Printing of Photo Electoral Rolls in Accordance with the Guidelines of the Madhya Pradesh State Election Commission. 3. MPSEDC/COE/2026/673 RFP for Selection of Service Provider for AI Code Generation Tool. xyxy=(975,1426,1528,1521)
